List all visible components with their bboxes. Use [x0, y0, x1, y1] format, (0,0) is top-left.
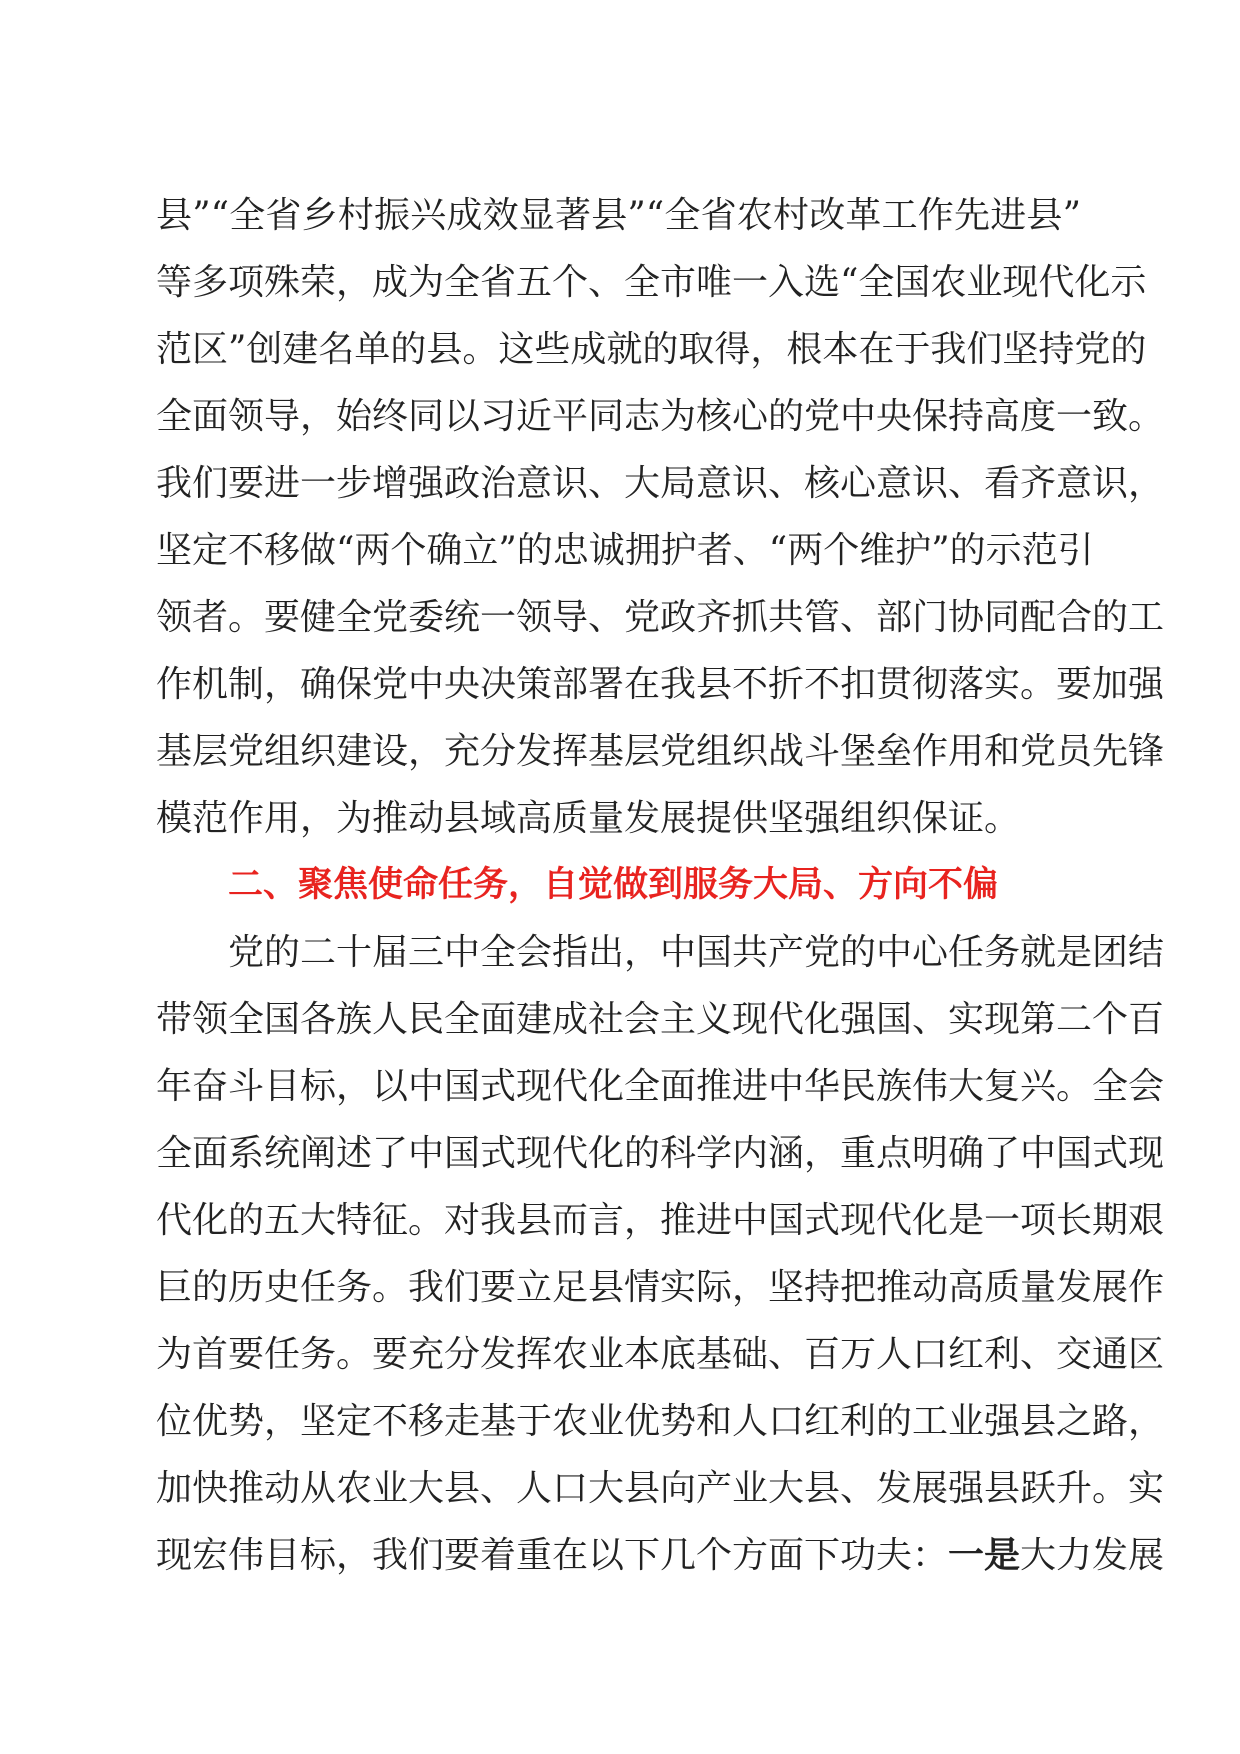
text-line: 带领全国各族人民全面建成社会主义现代化强国、实现第二个百: [156, 999, 1165, 1040]
text-line: 领者。要健全党委统一领导、党政齐抓共管、部门协同配合的工: [156, 597, 1165, 638]
text-line: 为首要任务。要充分发挥农业本底基础、百万人口红利、交通区: [156, 1334, 1165, 1375]
text-line: 代化的五大特征。对我县而言，推进中国式现代化是一项长期艰: [156, 1200, 1165, 1241]
paragraph-2: [156, 919, 1165, 1589]
text-line: 坚定不移做“两个确立”的忠诚拥护者、“两个维护”的示范引: [156, 530, 1094, 571]
text-line: 加快推动从农业大县、人口大县向产业大县、发展强县跃升。实: [156, 1468, 1165, 1509]
text-line: 我们要进一步增强政治意识、大局意识、核心意识、看齐意识，: [156, 463, 1165, 504]
text-line: 位优势，坚定不移走基于农业优势和人口红利的工业强县之路，: [156, 1401, 1165, 1442]
bold-emphasis: 一是: [948, 1534, 1021, 1576]
text-line: 县”“全省乡村振兴成效显著县”“全省农村改革工作先进县”: [156, 195, 1081, 236]
text-segment: 现宏伟目标，我们要着重在以下几个方面下功夫：: [156, 1535, 949, 1576]
text-line: 作机制，确保党中央决策部署在我县不折不扣贯彻落实。要加强: [156, 664, 1165, 705]
text-line: 年奋斗目标，以中国式现代化全面推进中华民族伟大复兴。全会: [156, 1066, 1165, 1107]
paragraph-1: [156, 182, 1165, 852]
text-line: 全面系统阐述了中国式现代化的科学内涵，重点明确了中国式现: [156, 1133, 1165, 1174]
text-line: 全面领导，始终同以习近平同志为核心的党中央保持高度一致。: [156, 396, 1165, 437]
text-line: 范区”创建名单的县。这些成就的取得，根本在于我们坚持党的: [156, 329, 1147, 370]
text-line: [156, 1522, 1165, 1589]
document-body: [156, 182, 1165, 1589]
section-heading: 二、聚焦使命任务，自觉做到服务大局、方向不偏: [228, 865, 999, 905]
text-line: 等多项殊荣，成为全省五个、全市唯一入选“全国农业现代化示: [156, 262, 1147, 303]
text-line: 基层党组织建设，充分发挥基层党组织战斗堡垒作用和党员先锋: [156, 731, 1165, 772]
text-line: 党的二十届三中全会指出，中国共产党的中心任务就是团结: [228, 932, 1165, 973]
text-segment: 大力发展: [1020, 1535, 1165, 1576]
text-line: 巨的历史任务。我们要立足县情实际，坚持把推动高质量发展作: [156, 1267, 1165, 1308]
text-line: 模范作用，为推动县域高质量发展提供坚强组织保证。: [156, 798, 1021, 839]
